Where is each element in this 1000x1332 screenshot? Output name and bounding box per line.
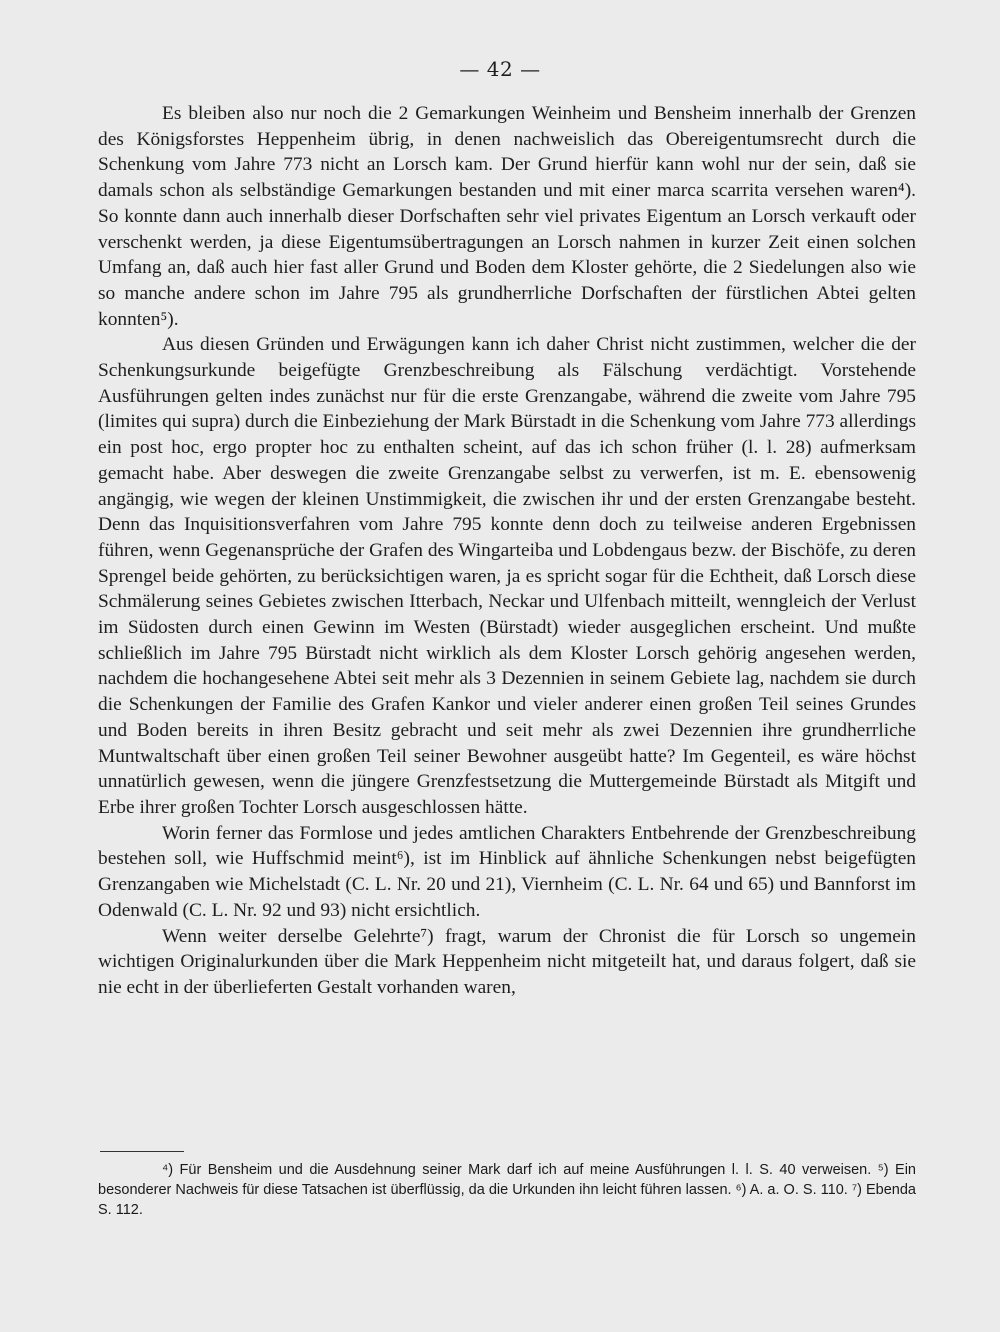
footnote-text: ⁴) Für Bensheim und die Ausdehnung seiner Mark darf ich auf meine Ausführungen l. l. S. 40 verweisen. ⁵) Ein besonderer Nachweis für diese Tatsachen ist überflüssig, da die Urkunden ihn leicht führen lassen. ⁶) A. a. O. S. 110. ⁷) Ebenda S. 112. [98,1162,916,1218]
paragraph-4: Wenn weiter derselbe Gelehrte⁷) fragt, warum der Chronist die für Lorsch so ungemein wichtigen Originalurkunden über die Mark Heppenheim nicht mitgeteilt hat, und daraus folgert, daß sie nie echt in der überlieferten Gestalt vorhanden waren, [98,925,916,998]
footnote-divider [100,1151,184,1152]
paragraph-2: Aus diesen Gründen und Erwägungen kann ich daher Christ nicht zustimmen, welcher die der Schenkungsurkunde beigefügte Grenzbeschreibung als Fälschung verdächtigt. Vorstehende Ausführungen gelten indes zunächst nur für die erste Grenzangabe, während die zweite vom Jahre 795 (limites qui supra) durch die Einbeziehung der Mark Bürstadt in die Schenkung vom Jahre 773 allerdings ein post hoc, ergo propter hoc zu enthalten scheint, auf das ich schon früher (l. l. 28) aufmerksam gemacht habe. Aber deswegen die zweite Grenzangabe selbst zu verwerfen, ist m. E. ebensowenig angängig, wie wegen der kleinen Unstimmigkeit, die zwischen ihr und der ersten Grenzangabe besteht. Denn das Inquisitionsverfahren vom Jahre 795 konnte denn doch zu teilweise anderen Ergebnissen führen, wenn Gegenansprüche der Grafen des Wingarteiba und Lobdengaus bezw. der Bischöfe, zu deren Sprengel beide gehörten, zu berücksichtigen waren, ja es spricht sogar für die Echtheit, daß Lorsch diese Schmälerung seines Gebietes zwischen Itterbach, Neckar und Ulfenbach mitteilt, wenngleich der Verlust im Südosten durch einen Gewinn im Westen (Bürstadt) wieder ausgeglichen erscheint. Und mußte schließlich im Jahre 795 Bürstadt nicht wirklich als dem Kloster Lorsch gehörig angesehen werden, nachdem die hochangesehene Abtei seit mehr als 3 Dezennien in seinem Gebiete lag, nachdem sie durch die Schenkungen der Familie des Grafen Kankor und vieler anderer einen großen Teil seines Grundes und Boden bereits in ihren Besitz gebracht und seit mehr als zwei Dezennien ihre grundherrliche Muntwaltschaft über einen großen Teil seiner Bewohner ausgeübt hatte? Im Gegenteil, es wäre höchst unnatürlich gewesen, wenn die jüngere Grenzfestsetzung die Muttergemeinde Bürstadt als Mitgift und Erbe ihrer großen Tochter Lorsch ausgeschlossen hätte. [98,334,916,818]
paragraph-3: Worin ferner das Formlose und jedes amtlichen Charakters Entbehrende der Grenzbeschreibung bestehen soll, wie Huffschmid meint⁶), ist im Hinblick auf ähnliche Schenkungen nebst beigefügten Grenzangaben wie Michelstadt (C. L. Nr. 20 und 21), Viernheim (C. L. Nr. 64 und 65) und Bannforst im Odenwald (C. L. Nr. 92 und 93) nicht ersichtlich. [98,822,916,921]
paragraph-1: Es bleiben also nur noch die 2 Gemarkungen Weinheim und Bensheim innerhalb der Grenzen des Königsforstes Heppenheim übrig, in denen nachweislich das Obereigentumsrecht durch die Schenkung vom Jahre 773 nicht an Lorsch kam. Der Grund hierfür kann wohl nur der sein, daß sie damals schon als selbständige Gemarkungen bestanden und mit einer marca scarrita versehen waren⁴). So konnte dann auch innerhalb dieser Dorfschaften sehr viel privates Eigentum an Lorsch verkauft oder verschenkt werden, ja diese Eigentumsübertragungen an Lorsch nahmen in kurzer Zeit einen solchen Umfang an, daß auch hier fast aller Grund und Boden dem Kloster gehörte, die 2 Siedelungen also wie so manche andere schon im Jahre 795 als grundherrliche Dorfschaften der fürstlichen Abtei gelten konnten⁵). [98,103,916,330]
footnotes [98,1160,916,1220]
page-number: — 42 — [459,57,541,81]
main-text [98,101,916,1001]
